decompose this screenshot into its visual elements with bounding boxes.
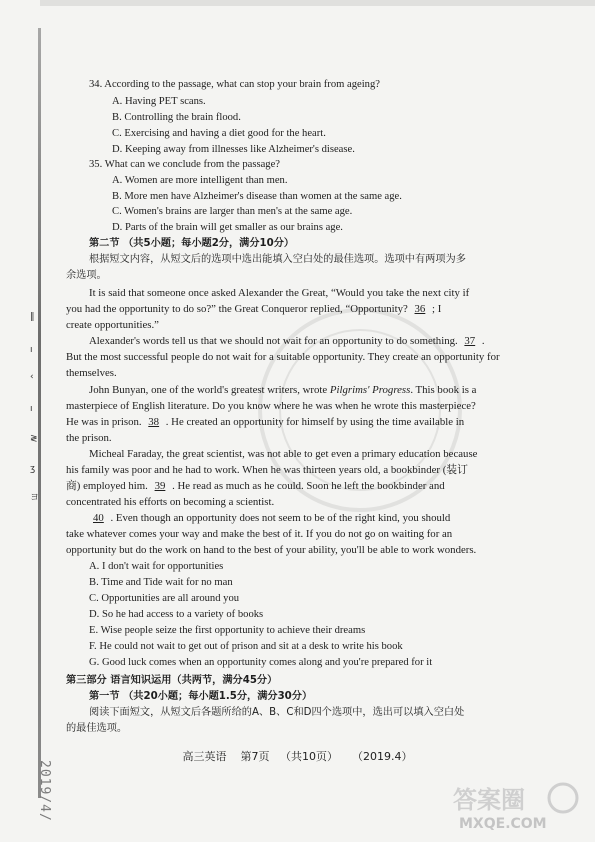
passage-text: . He read as much as he could. Soon he left the bookbinder and — [172, 480, 445, 492]
part-3-instruction: 阅读下面短文，从短文后各题所给的A、B、C和D四个选项中，选出可以填入空白处 — [89, 707, 465, 718]
q35-option-d: D. Parts of the brain will get smaller as our brains age. — [112, 222, 343, 233]
passage-line: concentrated his efforts on becoming a scientist. — [66, 496, 275, 508]
binding-mark: ヨ — [30, 493, 40, 503]
book-title: Pilgrims' Progress — [329, 384, 411, 396]
choice-d: D. So he had access to a variety of books — [89, 609, 264, 620]
footer-total: （共10页） — [280, 750, 338, 763]
choice-f: F. He could not wait to get out of prison and sit at a desk to write his book — [89, 641, 403, 652]
passage-line: take whatever comes your way and make the best of it. If you do not go on waiting for an — [66, 528, 453, 540]
choice-g: G. Good luck comes when an opportunity comes along and you're prepared for it — [89, 657, 433, 668]
passage-line: themselves. — [66, 367, 117, 379]
page-footer — [0, 748, 595, 764]
passage-text: ; I — [432, 303, 442, 315]
question-35-stem: 35. What can we conclude from the passage? — [89, 159, 281, 170]
part-3-heading: 第三部分 语言知识运用（共两节，满分45分） — [66, 675, 278, 686]
choice-b: B. Time and Tide wait for no man — [89, 577, 233, 588]
question-34-stem: 34. According to the passage, what can stop your brain from ageing? — [89, 79, 380, 90]
passage-line: But the most successful people do not wait for a suitable opportunity. They create an opportunity for — [66, 351, 500, 363]
q34-option-a: A. Having PET scans. — [112, 96, 206, 107]
section-2-heading: 第二节 （共5小题；每小题2分，满分10分） — [89, 238, 295, 249]
passage-text: . Even though an opportunity does not seem to be of the right kind, you should — [110, 512, 451, 524]
passage-line: masterpiece of English literature. Do you know where he was when he wrote this masterpiece? — [66, 400, 476, 412]
site-logo — [445, 778, 585, 833]
binding-mark: ı — [30, 345, 33, 355]
passage-line — [89, 383, 476, 399]
part-3-instruction-cont: 的最佳选项。 — [66, 723, 128, 734]
passage-text: He was in prison. — [66, 416, 142, 428]
passage-line: create opportunities.” — [66, 319, 159, 331]
blank-39: 39 — [154, 480, 166, 492]
footer-page: 第7页 — [240, 750, 270, 763]
footer-date: （2019.4） — [352, 750, 413, 763]
passage-line: his family was poor and he had to work. When he was thirteen years old, a bookbinder (装订 — [66, 464, 468, 476]
date-stamp: 2019/4/ — [37, 760, 52, 822]
passage-line — [66, 479, 445, 495]
passage-text: . — [481, 335, 485, 347]
svg-text:MXQE.COM: MXQE.COM — [459, 816, 547, 832]
choice-c: C. Opportunities are all around you — [89, 593, 240, 604]
passage-text: John Bunyan, one of the world's greatest writers, wrote — [89, 384, 330, 396]
passage-text: Alexander's words tell us that we should not wait for an opportunity to do something. — [89, 335, 458, 347]
binding-mark: ‹ — [30, 372, 34, 382]
q34-option-d: D. Keeping away from illnesses like Alzheimer's disease. — [112, 144, 355, 155]
scan-left-edge — [38, 28, 41, 798]
passage-line — [89, 511, 450, 527]
logo-icon — [445, 778, 585, 833]
passage-line — [66, 302, 441, 318]
binding-mark: ʒ — [30, 464, 36, 474]
passage-line — [89, 334, 485, 350]
passage-text: . He created an opportunity for himself by using the time available in — [165, 416, 465, 428]
passage-text: . This book is a — [410, 384, 477, 396]
blank-37: 37 — [464, 335, 476, 347]
choice-e: E. Wise people seize the first opportunity to achieve their dreams — [89, 625, 366, 636]
blank-36: 36 — [414, 303, 426, 315]
passage-line: opportunity but do the work on hand to the best of your ability, you'll be able to work wonders. — [66, 544, 477, 556]
passage-text: 商) employed him. — [66, 480, 148, 492]
passage-line: the prison. — [66, 432, 112, 444]
passage-line — [66, 415, 464, 431]
q35-option-b: B. More men have Alzheimer's disease than women at the same age. — [112, 191, 402, 202]
q35-option-c: C. Women's brains are larger than men's at the same age. — [112, 206, 353, 217]
blank-40: 40 — [93, 512, 104, 524]
passage-line: It is said that someone once asked Alexander the Great, “Would you take the next city if — [89, 287, 470, 299]
blank-38: 38 — [148, 416, 160, 428]
svg-text:答案圈: 答案圈 — [453, 786, 525, 814]
passage-text: you had the opportunity to do so?” the Great Conqueror replied, “Opportunity? — [66, 303, 408, 315]
section-2-instruction: 根据短文内容，从短文后的选项中选出能填入空白处的最佳选项。选项中有两项为多 — [89, 254, 466, 265]
choice-a: A. I don't wait for opportunities — [89, 561, 224, 572]
passage-line: Micheal Faraday, the great scientist, was not able to get even a primary education because — [89, 448, 478, 460]
footer-subject: 高三英语 — [182, 750, 227, 763]
section-2-instruction-cont: 余选项。 — [66, 270, 107, 281]
scan-top-edge — [40, 0, 595, 6]
q35-option-a: A. Women are more intelligent than men. — [112, 175, 288, 186]
q34-option-b: B. Controlling the brain flood. — [112, 112, 241, 123]
binding-mark: ‖ — [30, 312, 35, 322]
binding-mark: ı — [30, 404, 33, 414]
q34-option-c: C. Exercising and having a diet good for the heart. — [112, 128, 326, 139]
part-3-section-1: 第一节 （共20小题；每小题1.5分，满分30分） — [89, 691, 313, 702]
binding-mark: ≷ — [30, 434, 38, 444]
